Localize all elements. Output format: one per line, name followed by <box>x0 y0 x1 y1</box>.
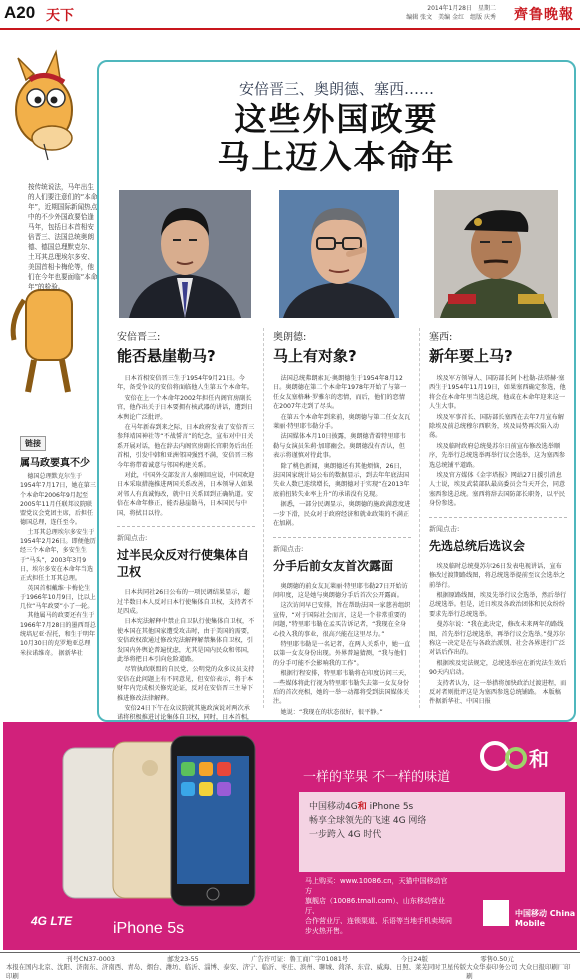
column-paragraph: 埃及临时政府总统曼苏尔日前宣布修改选举顺序，先举行总统选举再举行议会选举，这为塞西参选总统铺平道路。 <box>429 442 566 469</box>
footer-print-cities: 本报在国内北京、沈阳、济南东、济南西、青岛、烟台、潍坊、临沂、淄博、泰安、济宁、临沂、枣庄、滨州、聊城、菏泽、东营、威海、日照、莱芜同时卫星传版印刷 <box>6 963 467 980</box>
news-subtitle: 分手后前女友首次露面 <box>273 558 394 573</box>
footer-print-info <box>0 964 580 978</box>
column-paragraph: 埃及军事首长、国防部长塞西在去年7月宣布解除埃及前总统穆尔西职务，埃及局势再次陷入动荡。 <box>429 413 565 440</box>
header-meta <box>386 4 496 22</box>
section-divider <box>273 537 411 538</box>
ad-offer-brand: 和 <box>357 802 367 812</box>
ad-offer-model: iPhone 5s <box>369 802 414 812</box>
column-body <box>117 374 255 518</box>
ad-purchase-link[interactable]: 旗舰店（10086.tmall.com）、山东移动营业厅、 <box>305 897 445 915</box>
column-paragraph: 对此，中国外交部发言人秦刚回应说，中国欢迎日本采取措施推进两国关系改善，日本领导人如果对邻人有真诚悔改，就中日关系回到正确轨道。安倍在本命年修正，能否悬崖勒马，日本国民与中国，将拭目以待。 <box>117 472 255 517</box>
column-paragraph: 据悉，一部分民调显示，奥朗德的施政满意度进一步下滑，民众对于政府经济和就业政策的不满正在加剧。 <box>273 501 411 528</box>
lte-logo: 4G LTE <box>31 914 73 928</box>
news-kicker: 新闻点击: <box>429 524 460 533</box>
news-paragraph: 根据原路线图，埃及先举行议会选举，然后举行总统选举。但是，近日埃及各政治团体和民众纷纷要求先举行总统选举。 <box>429 591 567 618</box>
headline-kicker: 安倍晋三、奥朗德、塞西…… <box>238 80 434 98</box>
footer-printer: 大众华泰印务公司 大众日报印刷厂印刷 <box>466 963 571 980</box>
news-kicker: 新闻点击: <box>117 534 148 543</box>
page-header <box>0 0 580 30</box>
column-person: 安倍晋三: <box>117 332 161 343</box>
china-mobile-logo: 中国移动 China Mobile <box>515 909 576 928</box>
he-brand-logo <box>479 734 559 782</box>
news-paragraph: 日本共同社26日公布的一项民调结果显示，超过半数日本人反对日本行使集体自卫权，支持者不足四成。 <box>117 589 254 615</box>
page-number: A20 <box>4 3 36 22</box>
footer-item: 今日24版 <box>400 955 428 963</box>
column-person: 塞西: <box>429 332 453 343</box>
news-paragraph: 埃及临时总统曼苏尔26日发表电视讲话，宣布修改过渡期路线图，将总统选举提前至议会选举之前举行。 <box>429 562 566 589</box>
column-paragraph: 埃及官方媒体《金字塔报》网站27日援引消息人士说，埃及武装部队最高委员会当天开会，同意塞西参选总统。塞西将辞去国防部长职务，以平民身份参选。 <box>429 472 566 508</box>
smartphone-illustration <box>53 728 273 928</box>
side-paragraph: 土耳其总理埃尔多安生于1954年2月26日。即便他历经三个本命年，多安生生于“马头”，2003年3月9日，埃尔多安在本命年当选正式担任土耳其总理。 <box>20 528 96 583</box>
section-name: 天下 <box>46 7 74 23</box>
news-paragraph: 安倍24日下午在众议院就其施政演说对两次承诺将积极推进讨论集体自卫权，同时，日本首相， <box>117 704 254 722</box>
side-paragraph: 英国首相戴维·卡梅伦生于1966年10月9日，比以上几位“马年政要”小了一轮。 <box>20 584 96 611</box>
article-column-abe <box>117 328 255 772</box>
feature-article-frame <box>97 60 576 722</box>
article-column-hollande <box>273 328 411 718</box>
news-body <box>429 562 567 707</box>
headline-line: 这些外国政要 <box>234 100 439 138</box>
side-article-title: 属马政要真不少 <box>20 458 90 469</box>
phone-model-label: iPhone 5s <box>113 920 185 937</box>
side-article-body <box>20 472 96 658</box>
column-paragraph: 法国总统弗朗索瓦·奥朗德生于1954年8月12日。奥朗德在第二个本命年1978年开始了与第一任女友塞格琳·罗雅尔的恋情，而后，他们的恋情在2007年走到了尽头。 <box>273 375 407 411</box>
news-subtitle: 先选总统后选议会 <box>429 538 526 553</box>
column-body <box>429 374 567 509</box>
news-paragraph: 根据埃及宪法规定，总统选举应在新宪法生效后90天内启动。 <box>429 659 567 677</box>
newspaper-logo: 齊鲁晚報 <box>514 7 574 23</box>
link-label: 链接 <box>20 436 46 451</box>
news-paragraph: 尽管执政联盟的自民党、公明党的众多议员支持安倍在此问题上有不同意见，但安倍表示，将于本财年内完成相关修宪论证，反对在安倍晋三主导下推进修改法律解释。 <box>117 666 255 702</box>
footer-item: 零售0.50元 <box>480 955 514 963</box>
ad-offer-box <box>299 792 565 872</box>
news-paragraph: 日本宪法解释中禁止自卫队行使集体自卫权，不使本国在其他国家遭受攻击时，由于美国的需要，安倍政权欲通过修改宪法解释解禁集体自卫权，引发国内外舆论普遍忧虑，尤其是国内民众和邻国，此举将把日本引向危险道路。 <box>117 618 255 663</box>
editor-credits: 编辑 张文 美编 金红 组版 庆秀 <box>406 14 496 21</box>
column-paragraph: 法国媒体本月10日披露，奥朗德背着特里耶韦勒与女演员朱莉·加耶幽会。奥朗德没有否认，但表示将谨慎对待此事。 <box>273 433 406 460</box>
ad-purchase-link[interactable]: 合作营业厅、连锁渠道、乐语等当地手机卖场同步火热开售。 <box>305 917 452 935</box>
news-kicker: 新闻点击: <box>273 544 304 553</box>
news-paragraph: 奥朗德的前女友瓦莱丽·特里耶韦勒27日开始访问印度，这是她与奥朗德分手后首次公开露面。 <box>273 582 408 599</box>
column-body <box>273 374 411 529</box>
column-title: 马上有对象? <box>273 347 357 365</box>
column-paragraph: 埃及军方领导人、国防部长阿卜杜勒-法塔赫·塞西生于1954年11月19日，如果塞西确定参选，他将会在本命年里当选总统，他或在本命年迎来这一人生大事。 <box>429 375 566 411</box>
side-intro-text: 按传统说法，马年出生的人们要注意们的“本命年”，近期国际新闻热点中的不少外国政要恰逢马年，包括日本首相安倍晋三、法国总统奥朗德、德国总理默克尔、土耳其总理埃尔多安、美国首相卡梅伦等，他们在今年也要面临“本命年”的检验。 <box>28 183 98 291</box>
column-person: 奥朗德: <box>273 332 307 343</box>
column-title: 能否悬崖勒马? <box>117 347 216 365</box>
side-paragraph: 其他属马的政要还有生于1966年7月28日的墨西哥总统培尼亚·涅托，和生于明年10月30日的克罗地亚总理米拉诺维奇。 据新华社 <box>20 612 96 657</box>
news-paragraph: 曼苏尔说：“我在此决定，修改未来两年的路线图，首先举行总统选举，再举行议会选举。”曼苏尔称这一决定是在与各政治派别、社会各界进行广泛对话后作出的。 <box>429 621 566 657</box>
news-body <box>273 582 411 718</box>
ad-offer-line <box>309 800 555 814</box>
mobile-advertisement <box>3 722 577 950</box>
side-paragraph: 德国总理默克尔生于1954年7月17日，她在第三个本命年2006年9月起至2005年11月任联邦议院联盟党议会党团主席，后担任德国总理，连任至今。 <box>20 473 96 527</box>
news-paragraph: 支持者认为，这一举措将加快政治过渡进程，而反对者则批评这是为塞西参选总统铺路。 本版稿件据新华社、中国日报 <box>429 679 567 706</box>
column-divider <box>263 328 264 708</box>
ad-offer-line: 畅享全球领先的飞速 4G 网络 <box>309 816 427 826</box>
headline <box>99 100 574 176</box>
column-paragraph: 安倍在上一个本命年2002年担任内阁官房副长官，他作出关于日本要拥有核武器的讲话，遭到日本舆论广泛批评。 <box>117 394 254 421</box>
portrait-photo-hollande <box>279 190 399 318</box>
news-subtitle: 过半民众反对行使集体自卫权 <box>117 548 250 580</box>
he-brand-text: 和 <box>529 747 549 771</box>
article-column-sisi <box>429 328 567 708</box>
footer-item: 刊号CN37-0003 <box>66 955 115 963</box>
column-divider <box>419 328 420 708</box>
section-divider <box>117 526 255 527</box>
portrait-photo-abe <box>119 190 251 318</box>
news-paragraph: 特里耶韦勒是一名记者，在两人关系中，她一直以第一女友身份出现。外界普遍猜测，“我与他们的分手可能不会影响我的工作”。 <box>273 640 411 667</box>
section-divider <box>429 517 567 518</box>
column-title: 新年要上马? <box>429 347 513 365</box>
ad-offer-text: 中国移动4G <box>309 802 358 812</box>
ad-purchase-link[interactable]: 马上购买：www.10086.cn，天猫中国移动官方 <box>305 877 448 895</box>
portrait-photo-sisi <box>434 190 558 318</box>
column-paragraph: 除了桃色新闻，奥朗德还有其他烦恼，26日，法国国家统计局公布的数据显示，到去年年底法国失业人数已连续增长，奥朗德对于实现“在2013年底前扭转失业率上升”的承诺没有兑现。 <box>273 462 410 498</box>
qr-code-icon <box>483 900 509 926</box>
news-paragraph: 根据行程安排，特里耶韦勒将在印度访问三天，一些媒体将此行视为特里耶韦勒失去第一女友身份后的首次亮相，她的一举一动都将受到法国媒体关注。 <box>273 670 411 706</box>
column-paragraph: 日本首相安倍晋三生于1954年9月21日。今年，备受争议的安倍将面临他人生第五个本命年。 <box>117 375 254 392</box>
ad-purchase-links <box>299 872 459 935</box>
footer-item: 邮发23-55 <box>167 955 199 963</box>
ad-offer-line: 一步跨入 4G 时代 <box>309 830 382 840</box>
news-paragraph: 她说：“我现在的状态很好，很平静。” <box>280 708 383 716</box>
headline-line: 马上迈入本命年 <box>217 138 456 176</box>
issue-date: 2014年1月28日 星期二 <box>427 5 496 12</box>
footer-item: 广告许可证：鲁工商广字01081号 <box>251 955 349 963</box>
column-paragraph: 在第五个本命年到来前，奥朗德与第二任女友瓦莱丽·特里耶韦勒分手。 <box>273 413 411 431</box>
column-paragraph: 在马年新春到来之际，日本政府发表了安倍晋三参拜靖国神社等“不战誓言”的纪念，宣布对中日关系开展对话，他在辞去内阁官房副长官职务后出任首相，引发中韩和亚洲邻国强烈不满，安倍晋三称今年将带着诚意与邻国构建关系。 <box>117 424 255 469</box>
news-paragraph: 这次访问早已安排，旨在帮助法国一家慈善组织宣传，“对于国际社会而言，这是一个非常重要的问题，”特里耶韦勒在孟买告诉记者，“我现在全身心投入我的事业，很高兴能在这里尽力。” <box>273 602 411 638</box>
ad-slogan: 一样的苹果 不一样的味道 <box>303 770 451 785</box>
